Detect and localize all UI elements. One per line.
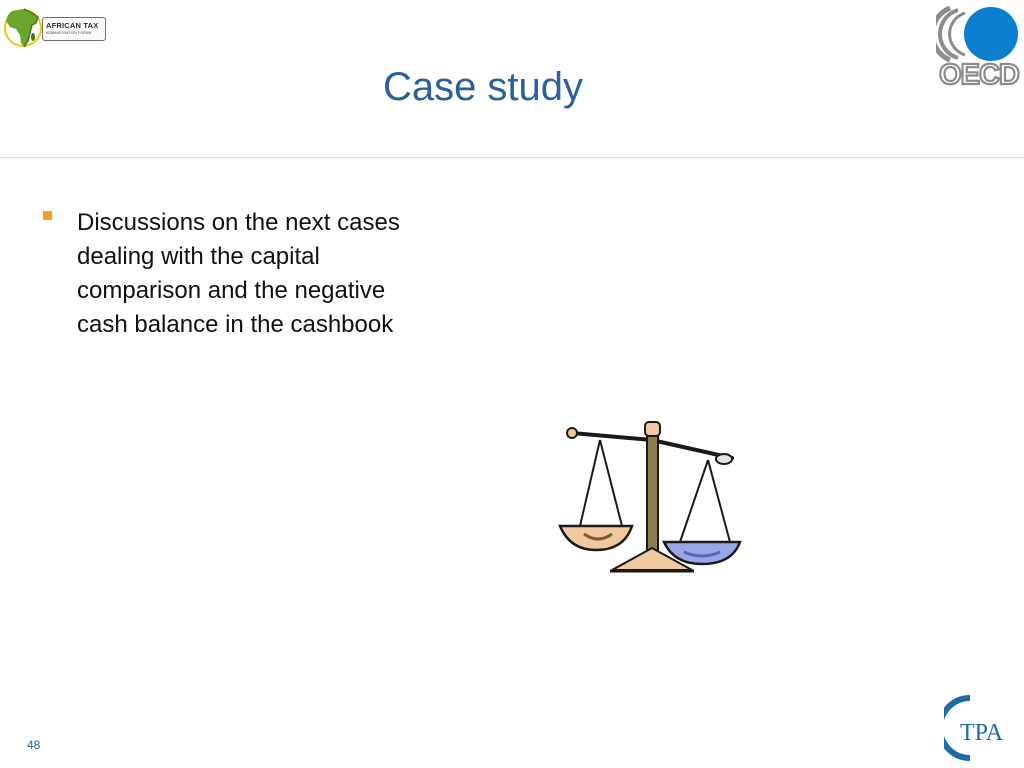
ataf-name-line1: AFRICAN TAX	[46, 21, 99, 30]
bullet-square-icon	[43, 211, 52, 220]
bullet-line: dealing with the capital	[77, 243, 320, 270]
bullet-list	[40, 206, 480, 342]
ataf-wordmark	[42, 17, 106, 41]
bullet-item	[40, 206, 480, 342]
ctpa-logo	[944, 694, 1020, 762]
scales-icon	[556, 418, 746, 578]
bullet-line: Discussions on the next cases	[77, 209, 400, 236]
ataf-logo	[2, 3, 106, 51]
oecd-wordmark: OECD	[939, 59, 1019, 88]
bullet-line: cash balance in the cashbook	[77, 311, 394, 338]
ctpa-emblem-icon	[944, 694, 1020, 762]
ataf-name-line2: ADMINISTRATION FORUM	[46, 31, 92, 35]
balance-scales-image	[556, 418, 746, 578]
ctpa-wordmark: TPA	[960, 720, 1004, 746]
slide-title: Case study	[382, 65, 584, 109]
bullet-line: comparison and the negative	[77, 277, 386, 304]
title-divider	[0, 157, 1024, 158]
africa-map-icon	[2, 3, 46, 51]
slide-number: 48	[27, 738, 41, 752]
